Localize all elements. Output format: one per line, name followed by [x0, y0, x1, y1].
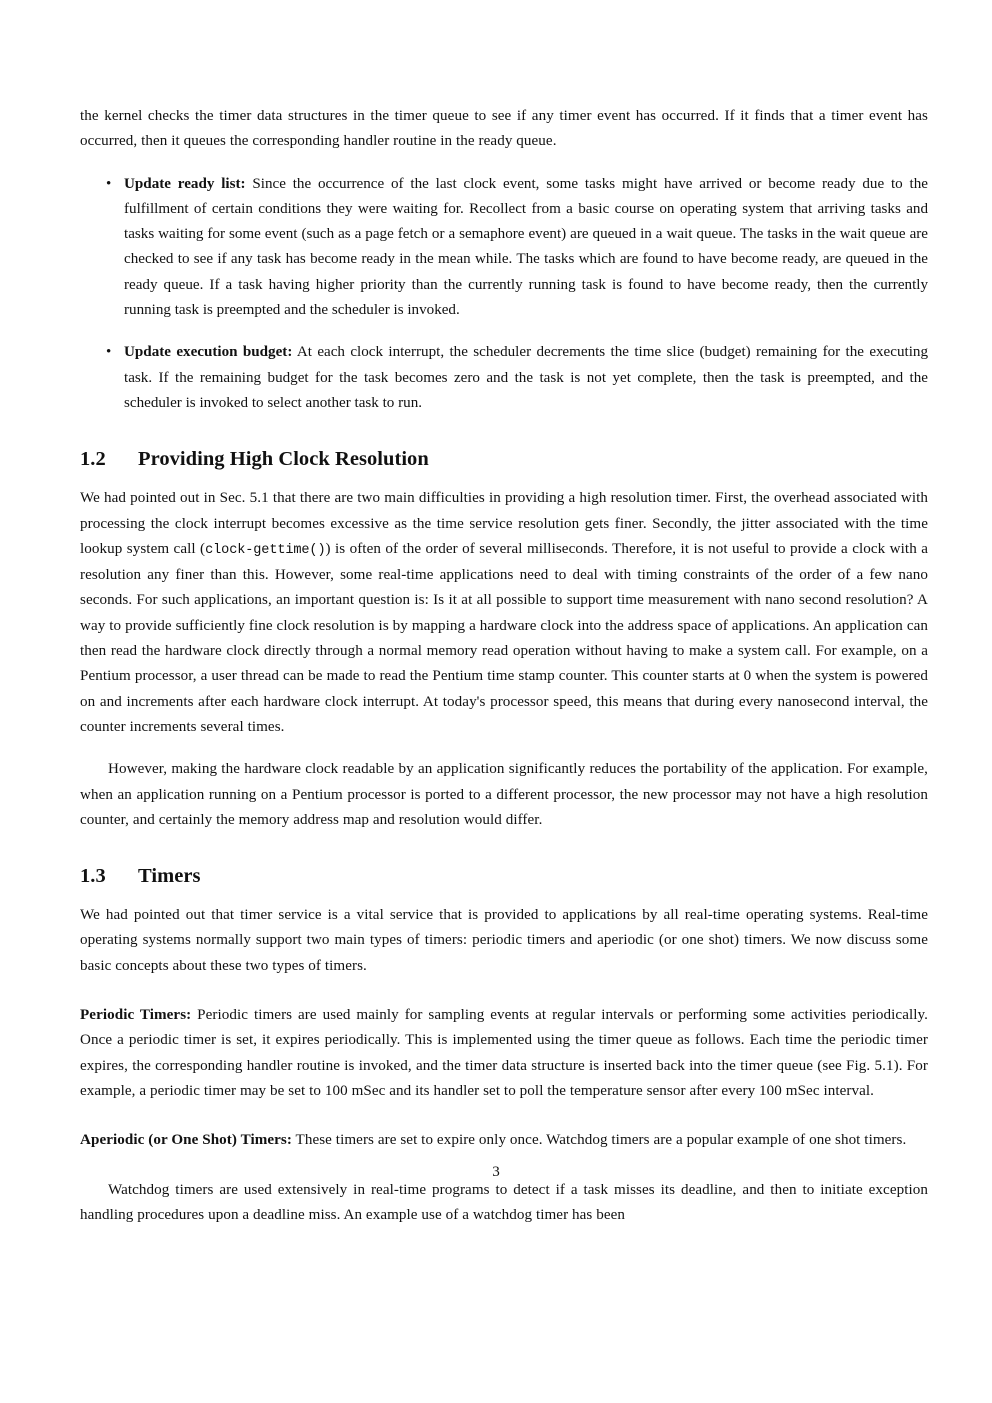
bullet-icon: • — [106, 175, 112, 192]
section-heading-1-3 — [80, 863, 928, 889]
spacer — [80, 740, 928, 757]
paragraph-text-part-a: We had pointed out in Sec. 5.1 that there are two main difficulties in providing a high resolution timer. First, the overhead associated with processing the clock interrupt becomes excessive as the time service resolution gets finer. Secondly, the jitter associated with the time lookup system call ( — [80, 490, 928, 557]
spacer — [80, 416, 928, 446]
page-content — [80, 104, 928, 1228]
spacer — [80, 155, 928, 172]
section-number: 1.2 — [80, 448, 106, 471]
clock-interrupt-bullet-list — [80, 172, 928, 417]
watchdog-timers-paragraph: Watchdog timers are used extensively in real-time programs to detect if a task misses its deadline, and then to initiate exception handling procedures upon a deadline miss. An example use of a watchdog timer has been — [80, 1181, 928, 1223]
section-number: 1.3 — [80, 865, 106, 888]
section-heading-1-2 — [80, 446, 928, 472]
bullet-icon: • — [106, 344, 112, 361]
spacer — [80, 833, 928, 863]
list-item-text: Since the occurrence of the last clock event, some tasks might have arrived or become ready due to the fulfillment of certain conditions they were waiting for. Recollect from a basic course on operating system that arriving tasks and tasks waiting for some event (such as a page fetch or a semaphore event) are queued in a wait queue. The tasks in the wait queue are checked to see if any task has become ready in the mean while. The tasks which are found to have become ready, are queued in the ready queue. If a task having higher priority than the currently running task is found to have become ready, then the currently running task is preempted and the scheduler is invoked. — [124, 175, 928, 319]
spacer — [80, 979, 928, 1003]
section-1-3-paragraph-1: We had pointed out that timer service is a vital service that is provided to applications by all real-time operating systems. Real-time operating systems normally support two main types of timers: periodic timers and aperiodic (or one shot) timers. We now discuss some basic concepts about these two types of timers. — [80, 907, 928, 974]
list-item — [80, 172, 928, 324]
list-item-term: Update execution budget: — [124, 344, 293, 361]
continued-paragraph: the kernel checks the timer data structures in the timer queue to see if any timer event has occurred. If it finds that a timer event has occurred, then it queues the corresponding handler routine in the ready queue. — [80, 108, 928, 150]
section-title: Providing High Clock Resolution — [138, 448, 429, 471]
section-1-2-paragraph-1 — [80, 486, 928, 740]
section-1-2-paragraph-2: However, making the hardware clock readable by an application significantly reduces the portability of the application. For example, when an application running on a Pentium processor is ported to a different processor, the new processor may not have a high resolution counter, and certainly the memory address map and resolution would differ. — [80, 761, 928, 828]
periodic-timers-paragraph — [80, 1003, 928, 1104]
list-item-text: At each clock interrupt, the scheduler decrements the time slice (budget) remaining for the executing task. If the remaining budget for the task becomes zero and the task is not yet complete, then the task is preempted, and the scheduler is invoked to select another task to run. — [124, 344, 928, 411]
aperiodic-timers-text: These timers are set to expire only once. Watchdog timers are a popular example of one shot timers. — [291, 1132, 907, 1149]
list-item — [80, 340, 928, 416]
section-title: Timers — [138, 865, 201, 888]
periodic-timers-term: Periodic Timers: — [80, 1007, 192, 1024]
aperiodic-timers-term: Aperiodic (or One Shot) Timers: — [80, 1132, 292, 1149]
list-item-term: Update ready list: — [124, 175, 246, 192]
paragraph-text-part-b: ) is often of the order of several milliseconds. Therefore, it is not useful to provide a clock with a resolution any finer than this. However, some real-time applications need to deal with timing constraints of the order of a few nano seconds. For such applications, an important question is: Is it at all possible to support time measurement with nano second resolution? A way to provide sufficiently fine clock resolution is by mapping a hardware clock into the address space of applications. An application can then read the hardware clock directly through a normal memory read operation without having to make a system call. For example, on a Pentium processor, a user thread can be made to read the Pentium time stamp counter. This counter starts at 0 when the system is powered on and increments after each hardware clock interrupt. At today's processor speed, this means that during every nanosecond interval, the counter increments several times. — [80, 540, 928, 735]
page-number: 3 — [492, 1164, 500, 1180]
inline-code-clock-gettime: clock-gettime() — [205, 542, 326, 558]
periodic-timers-text: Periodic timers are used mainly for sampling events at regular intervals or performing some activities periodically. Once a periodic timer is set, it expires periodically. This is implemented using the timer queue as follows. Each time the periodic timer expires, the corresponding handler routine is invoked, and the timer data structure is inserted back into the timer queue (see Fig. 5.1). For example, a periodic timer may be set to 100 mSec and its handler set to poll the temperature sensor after every 100 mSec interval. — [80, 1007, 928, 1099]
aperiodic-timers-paragraph — [80, 1128, 928, 1153]
spacer — [80, 1104, 928, 1128]
